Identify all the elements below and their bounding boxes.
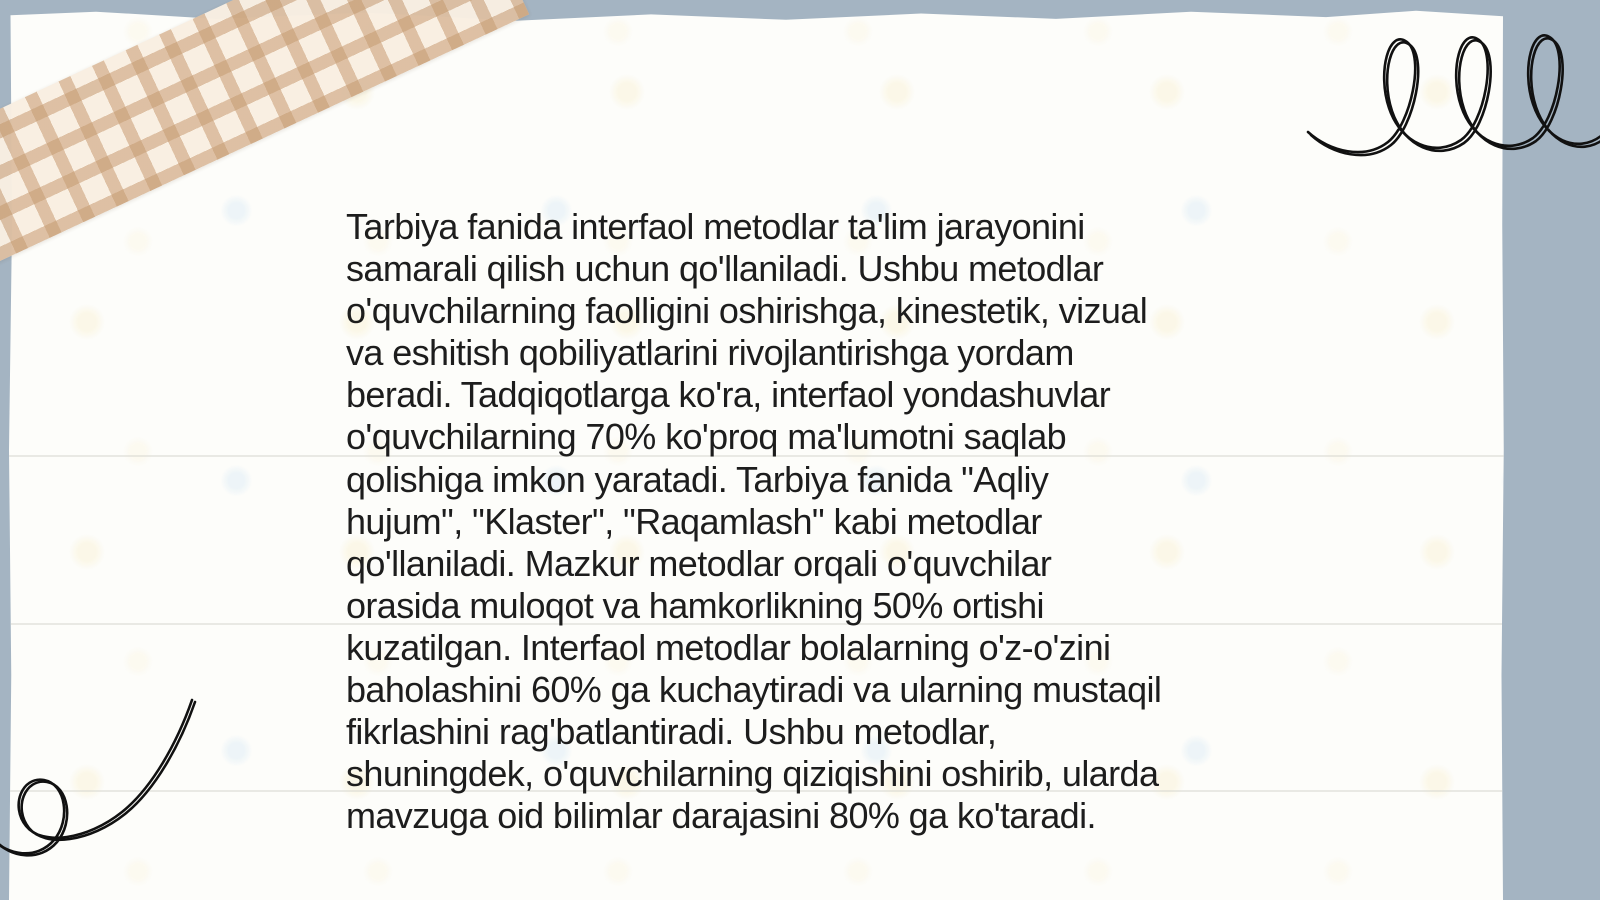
loop-scribble-icon bbox=[0, 688, 212, 863]
text-line: qolishiga imkon yaratadi. Tarbiya fanida "Aqliy bbox=[346, 458, 1049, 500]
text-line: o'quvchilarning 70% ko'proq ma'lumotni saqlab bbox=[346, 416, 1067, 458]
text-line: hujum", "Klaster", "Raqamlash" kabi metodlar bbox=[346, 500, 1042, 542]
text-line: beradi. Tadqiqotlarga ko'ra, interfaol yondashuvlar bbox=[346, 374, 1111, 416]
note-text bbox=[346, 206, 1161, 837]
text-line: va eshitish qobiliyatlarini rivojlantirishga yordam bbox=[346, 332, 1074, 374]
text-line: kuzatilgan. Interfaol metodlar bolalarning o'z-o'zini bbox=[346, 626, 1111, 668]
text-line: qo'llaniladi. Mazkur metodlar orqali o'quvchilar bbox=[346, 542, 1052, 584]
text-line: orasida muloqot va hamkorlikning 50% ortishi bbox=[346, 584, 1044, 626]
text-line: mavzuga oid bilimlar darajasini 80% ga ko'taradi. bbox=[346, 795, 1096, 837]
text-line: Tarbiya fanida interfaol metodlar ta'lim jarayonini bbox=[346, 206, 1085, 247]
text-line: o'quvchilarning faolligini oshirishga, kinestetik, vizual bbox=[346, 290, 1148, 332]
loop-scribble-icon bbox=[1285, 20, 1600, 170]
text-line: shuningdek, o'quvchilarning qiziqishini oshirib, ularda bbox=[346, 753, 1159, 795]
text-line: fikrlashini rag'batlantiradi. Ushbu metodlar, bbox=[346, 711, 997, 753]
text-line: samarali qilish uchun qo'llaniladi. Ushbu metodlar bbox=[346, 248, 1104, 290]
text-line: baholashini 60% ga kuchaytiradi va ularning mustaqil bbox=[346, 669, 1162, 711]
